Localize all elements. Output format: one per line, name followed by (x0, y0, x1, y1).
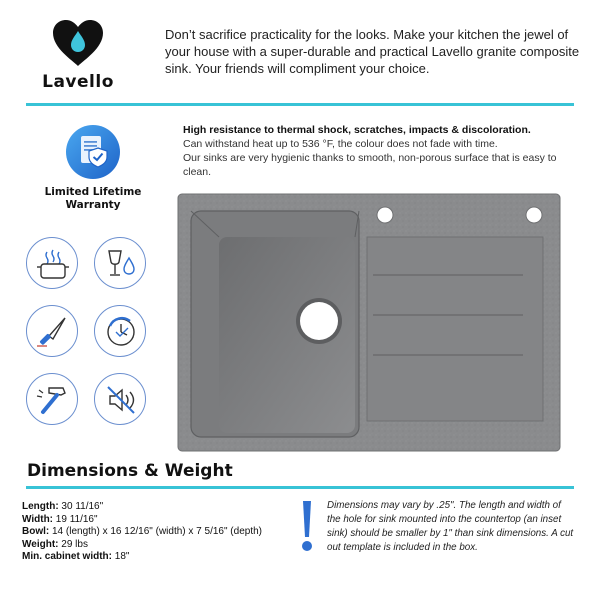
warranty-label (38, 186, 148, 212)
bottom-divider (26, 486, 574, 489)
spec-label: Weight: (22, 538, 59, 550)
knife-scratch-icon (26, 305, 78, 357)
spec-width (22, 514, 262, 527)
no-sound-icon (94, 373, 146, 425)
spec-min-cabinet (22, 551, 262, 564)
warranty-label-line1: Limited Lifetime (44, 186, 142, 198)
brand-name: Lavello (42, 72, 114, 92)
spec-label: Width: (22, 513, 54, 525)
wine-glass-stain-icon (94, 237, 146, 289)
heart-drop-icon (50, 18, 106, 68)
clock-fade-icon (94, 305, 146, 357)
spec-label: Min. cabinet width: (22, 551, 112, 563)
spec-value: 18" (112, 551, 130, 563)
spec-label: Length: (22, 501, 59, 512)
spec-value: 30 11/16" (58, 501, 104, 512)
specs-list (22, 501, 262, 564)
feature-text-block (183, 123, 573, 179)
spec-value: 19 11/16" (53, 513, 98, 525)
boiling-pot-icon (26, 237, 78, 289)
feature-icon-grid (24, 237, 156, 429)
spec-value: 14 (length) x 16 12/16" (width) x 7 5/16" (depth) (49, 526, 262, 538)
feature-line-hygiene: Our sinks are very hygienic thanks to smooth, non-porous surface that is easy to clean. (183, 152, 557, 178)
spec-value: 29 lbs (58, 538, 88, 550)
spec-label: Bowl: (22, 526, 50, 538)
feature-line-heat: Can withstand heat up to 536 °F, the colour does not fade with time. (183, 138, 498, 150)
feature-title: High resistance to thermal shock, scratches, impacts & discoloration. (183, 124, 531, 136)
spec-weight (22, 539, 262, 552)
brand-logo (38, 18, 118, 92)
intro-text: Don’t sacrifice practicality for the looks. Make your kitchen the jewel of your house with a super-durable and practical Lavello granite composite sink. Your friends will compliment your choice. (165, 27, 580, 76)
shield-document-icon (65, 124, 121, 180)
hammer-impact-icon (26, 373, 78, 425)
top-divider (26, 103, 574, 106)
dimensions-note: Dimensions may vary by .25". The length and width of the hole for sink mounted into the countertop (an inset sink) should be smaller by 1" than sink dimensions. A cut out template is included in the box. (327, 500, 574, 553)
warranty-badge (38, 124, 148, 212)
gray-granite-sink-image (177, 193, 562, 453)
exclamation-icon (296, 499, 318, 555)
spec-bowl (22, 526, 262, 539)
warranty-label-line2: Warranty (65, 199, 121, 211)
dimensions-title: Dimensions & Weight (27, 461, 233, 481)
spec-length (22, 501, 262, 514)
